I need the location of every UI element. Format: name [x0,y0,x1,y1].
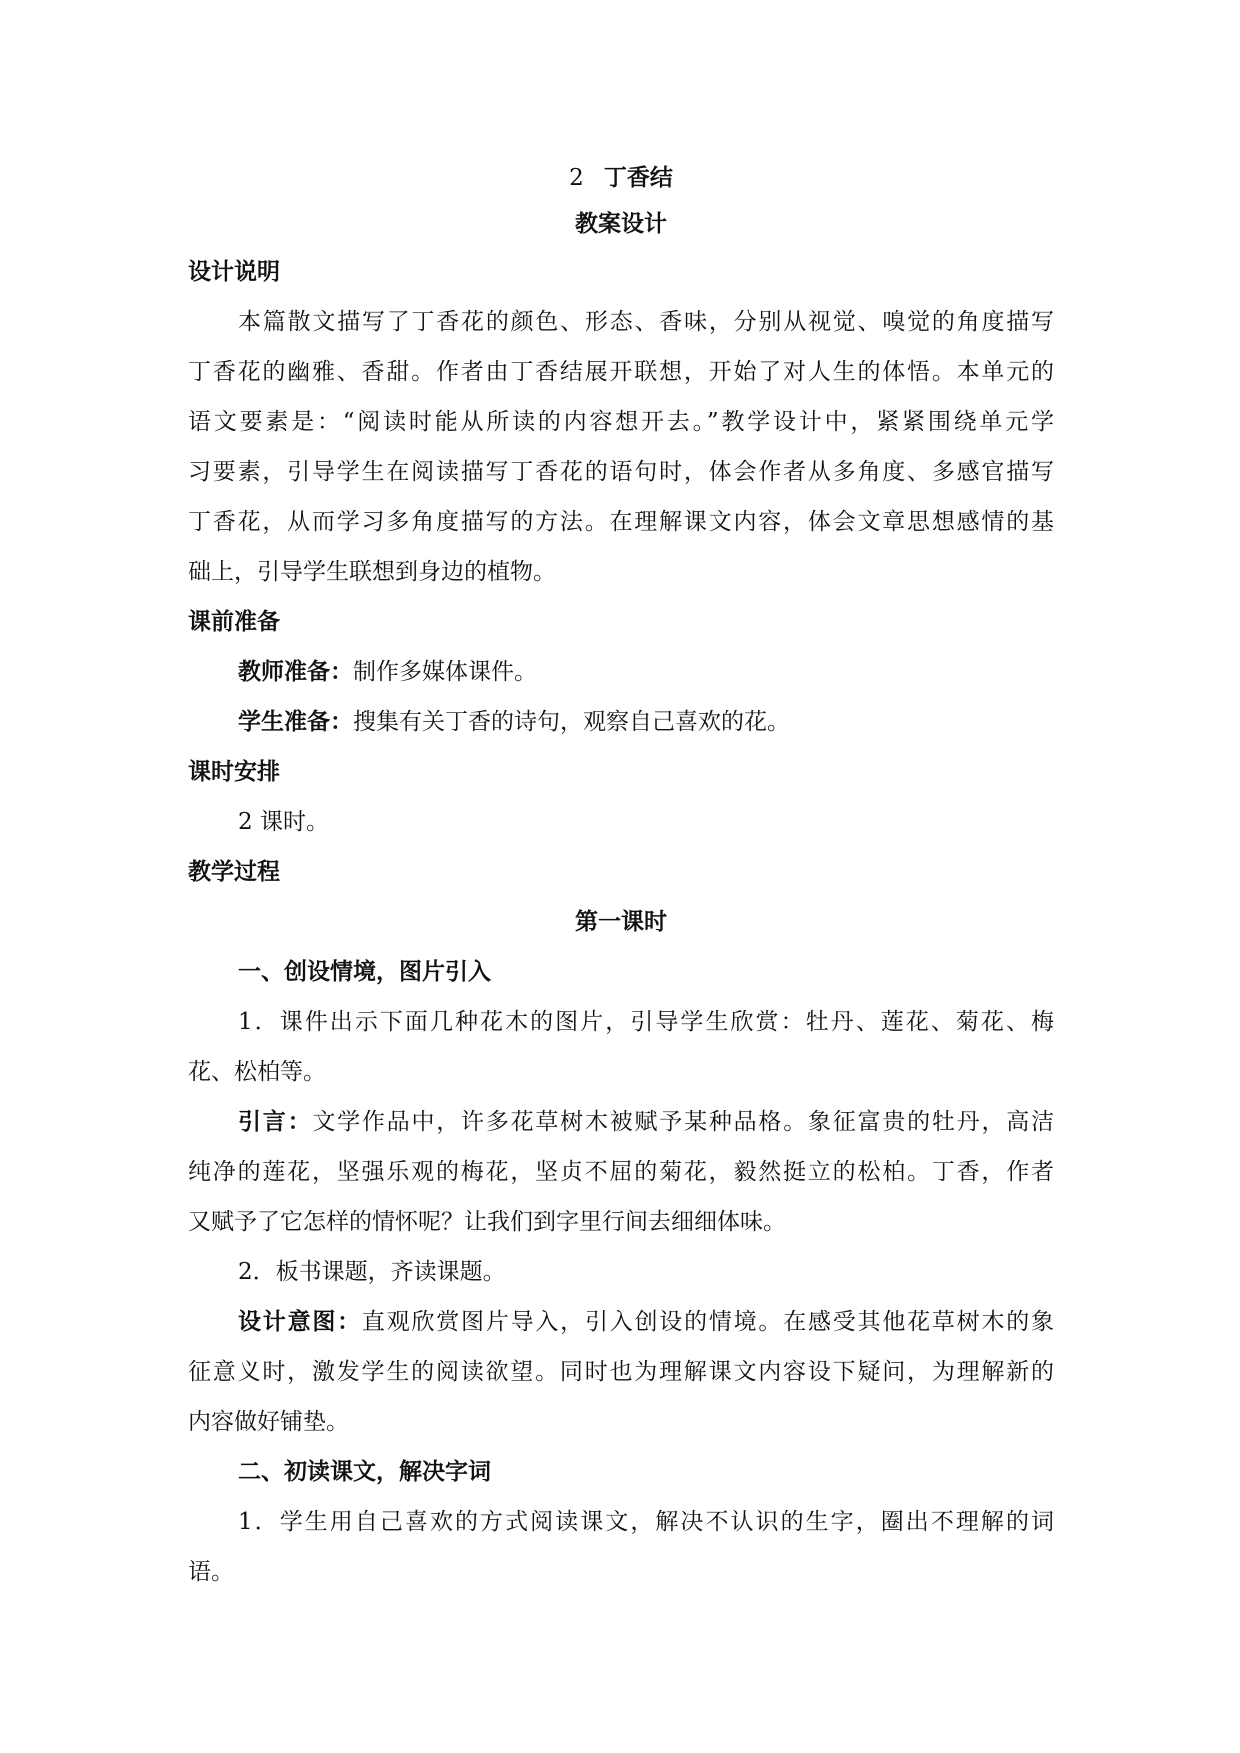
paragraph-line: 语。 [188,1559,234,1585]
paragraph-line: 内容做好铺垫。 [188,1409,349,1435]
document-page [188,155,1054,1597]
item2-text: 2．板书课题，齐读课题。 [238,1259,506,1285]
teacher-preparation-text: 制作多媒体课件。 [353,659,537,685]
paragraph-line: 1．课件出示下面几种花木的图片，引导学生欣赏：牡丹、莲花、菊花、梅 [238,1009,1054,1035]
intro-text: 文学作品中，许多花草树木被赋予某种品格。象征富贵的牡丹，高洁 [312,1109,1054,1135]
paragraph-line: 丁香花的幽雅、香甜。作者由丁香结展开联想，开始了对人生的体悟。本单元的 [188,359,1054,385]
intent-first-line [188,1297,1054,1347]
intro-label: 引言： [238,1109,313,1135]
section-heading-process: 教学过程 [188,859,280,885]
lesson-title-text: 丁香结 [603,165,673,191]
intent-label: 设计意图： [238,1309,362,1335]
paragraph-line: 础上，引导学生联想到身边的植物。 [188,559,556,585]
teacher-preparation-label: 教师准备： [238,659,353,685]
period-title: 第一课时 [575,909,667,935]
intro-first-line [188,1097,1054,1147]
lesson-number: 2 [569,165,584,191]
intent-text: 直观欣赏图片导入，引入创设的情境。在感受其他花草树木的象 [361,1309,1054,1335]
student-preparation-text: 搜集有关丁香的诗句，观察自己喜欢的花。 [353,709,790,735]
section-heading-preparation: 课前准备 [188,609,280,635]
paragraph-line: 丁香花，从而学习多角度描写的方法。在理解课文内容，体会文章思想感情的基 [188,509,1054,535]
student-preparation-label: 学生准备： [238,709,353,735]
section-heading-design-notes: 设计说明 [188,259,280,285]
paragraph-line: 本篇散文描写了丁香花的颜色、形态、香味，分别从视觉、嗅觉的角度描写 [238,309,1054,335]
schedule-text: 2 课时。 [238,809,329,835]
paragraph-line: 花、松柏等。 [188,1059,326,1085]
paragraph-line: 纯净的莲花，坚强乐观的梅花，坚贞不屈的菊花，毅然挺立的松柏。丁香，作者 [188,1159,1054,1185]
paragraph-line: 习要素，引导学生在阅读描写丁香花的语句时，体会作者从多角度、多感官描写 [188,459,1054,485]
section-heading-schedule: 课时安排 [188,759,280,785]
lesson-title [188,155,1054,201]
part1-heading: 一、创设情境，图片引入 [238,959,491,985]
paragraph-line: 又赋予了它怎样的情怀呢？让我们到字里行间去细细体味。 [188,1209,786,1235]
document-subtitle: 教案设计 [575,211,667,237]
paragraph-line: 征意义时，激发学生的阅读欲望。同时也为理解课文内容设下疑问，为理解新的 [188,1359,1054,1385]
part2-heading: 二、初读课文，解决字词 [238,1459,491,1485]
paragraph-line: 语文要素是：“阅读时能从所读的内容想开去。”教学设计中，紧紧围绕单元学 [188,409,1054,435]
teacher-preparation [188,647,1054,697]
paragraph-line: 1．学生用自己喜欢的方式阅读课文，解决不认识的生字，圈出不理解的词 [238,1509,1054,1535]
student-preparation [188,697,1054,747]
